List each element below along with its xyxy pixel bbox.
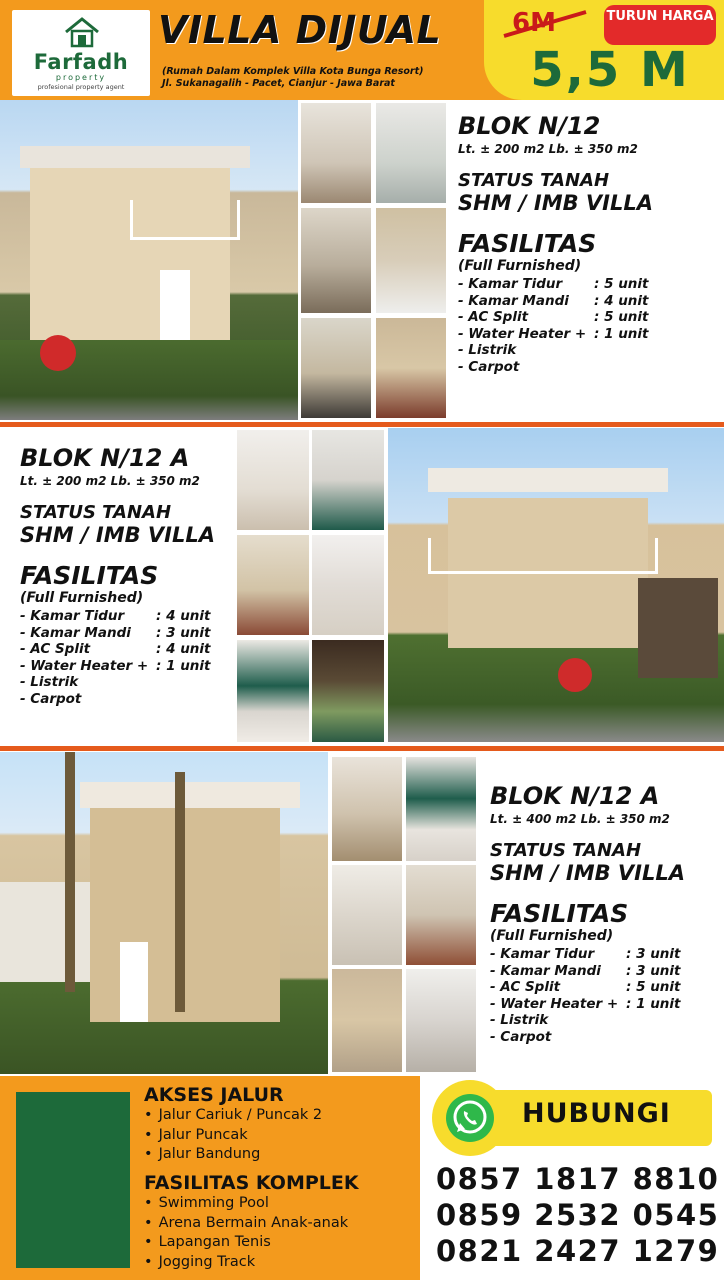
furnished-note: (Full Furnished)	[20, 590, 144, 606]
facility-item: - Kamar Tidur : 3 unit	[490, 946, 681, 962]
facility-item: - Water Heater + : 1 unit	[20, 657, 211, 674]
list-item: • Jalur Puncak	[144, 1126, 414, 1146]
status-label: STATUS TANAH	[458, 170, 610, 191]
interior-photo-2b	[312, 430, 384, 530]
land-building-size: Lt. ± 200 m2 Lb. ± 350 m2	[458, 142, 638, 156]
facility-list	[458, 276, 720, 375]
furnished-note: (Full Furnished)	[458, 258, 582, 274]
facilities-title: FASILITAS	[20, 561, 159, 590]
interior-photo-3b	[406, 757, 476, 861]
listing-info-3	[490, 782, 720, 1045]
interior-photo-2c	[237, 535, 309, 635]
facility-item: - Carpot	[20, 690, 82, 707]
access-section	[144, 1084, 414, 1165]
facilities-title: FASILITAS	[490, 899, 629, 928]
status-label: STATUS TANAH	[490, 840, 642, 861]
furnished-note: (Full Furnished)	[490, 928, 614, 944]
strike-through-mark	[500, 4, 590, 44]
facility-item: - Kamar Tidur : 4 unit	[20, 608, 211, 624]
land-building-size: Lt. ± 400 m2 Lb. ± 350 m2	[490, 812, 670, 826]
facility-item: - Carpot	[458, 358, 520, 375]
listing-info-2	[20, 444, 235, 707]
footer-green-block	[16, 1092, 130, 1268]
logo-tagline: profesional property agent	[37, 83, 125, 91]
facility-item: - Listrik	[458, 342, 517, 358]
facility-item: - AC Split : 4 unit	[20, 641, 211, 657]
list-item: • Jogging Track	[144, 1253, 416, 1273]
interior-photo-3f	[406, 969, 476, 1072]
facility-item: - AC Split : 5 unit	[458, 309, 649, 325]
house-logo-icon	[64, 16, 100, 48]
access-list	[144, 1106, 414, 1165]
phone-number-2[interactable]: 0859 2532 0545	[436, 1198, 720, 1232]
interior-photo-1b	[376, 103, 446, 203]
complex-facilities-title: FASILITAS KOMPLEK	[144, 1172, 359, 1194]
section-divider	[0, 746, 724, 751]
interior-photo-1d	[376, 208, 446, 313]
old-price: 6M	[512, 8, 556, 38]
villa-photo-main-3	[0, 752, 328, 1074]
interior-photo-1c	[301, 208, 371, 313]
location-text	[162, 66, 482, 90]
blok-title: BLOK N/12 A	[20, 444, 190, 472]
facility-list	[490, 946, 720, 1045]
list-item: • Swimming Pool	[144, 1194, 416, 1214]
company-logo	[12, 10, 150, 96]
facility-item: - AC Split : 5 unit	[490, 979, 681, 995]
complex-facilities-section	[144, 1172, 416, 1272]
villa-photo-main-2	[388, 428, 724, 742]
contact-label[interactable]: HUBUNGI	[522, 1098, 671, 1129]
facilities-title: FASILITAS	[458, 229, 597, 258]
facility-item: - Kamar Mandi : 4 unit	[458, 292, 649, 309]
new-price: 5,5 M	[530, 42, 690, 98]
facility-item: - Water Heater + : 1 unit	[458, 325, 649, 342]
facility-item: - Listrik	[20, 674, 79, 690]
section-divider	[0, 422, 724, 427]
interior-photo-3c	[332, 865, 402, 965]
interior-photo-1a	[301, 103, 371, 203]
list-item: • Jalur Cariuk / Puncak 2	[144, 1106, 414, 1126]
interior-photo-3a	[332, 757, 402, 861]
access-title: AKSES JALUR	[144, 1084, 284, 1106]
phone-number-1[interactable]: 0857 1817 8810	[436, 1162, 720, 1196]
facility-item: - Water Heater + : 1 unit	[490, 995, 681, 1012]
list-item: • Arena Bermain Anak-anak	[144, 1214, 416, 1234]
status-value: SHM / IMB VILLA	[490, 861, 685, 885]
facility-list	[20, 608, 235, 707]
blok-title: BLOK N/12 A	[490, 782, 660, 810]
facility-item: - Kamar Tidur : 5 unit	[458, 276, 649, 292]
logo-sub: property	[55, 73, 107, 82]
page-title: VILLA DIJUAL	[158, 8, 442, 52]
price-drop-badge: TURUN HARGA	[604, 5, 716, 45]
interior-photo-2d	[312, 535, 384, 635]
villa-photo-main-1	[0, 100, 298, 420]
facility-item: - Carpot	[490, 1028, 552, 1045]
interior-photo-2a	[237, 430, 309, 530]
status-value: SHM / IMB VILLA	[458, 191, 653, 215]
location-line-2: Jl. Sukanagalih - Pacet, Cianjur - Jawa Barat	[162, 78, 395, 89]
facility-item: - Kamar Mandi : 3 unit	[490, 962, 681, 979]
interior-photo-2f	[312, 640, 384, 742]
whatsapp-icon[interactable]	[444, 1092, 496, 1144]
interior-photo-3d	[406, 865, 476, 965]
interior-photo-3e	[332, 969, 402, 1072]
complex-facilities-list	[144, 1194, 416, 1272]
facility-item: - Kamar Mandi : 3 unit	[20, 624, 211, 641]
interior-photo-2e	[237, 640, 309, 742]
interior-photo-1f	[376, 318, 446, 418]
phone-number-3[interactable]: 0821 2427 1279	[436, 1234, 720, 1268]
land-building-size: Lt. ± 200 m2 Lb. ± 350 m2	[20, 474, 200, 488]
logo-name: Farfadh	[33, 50, 129, 74]
listing-info-1	[458, 112, 720, 375]
status-label: STATUS TANAH	[20, 502, 172, 523]
facility-item: - Listrik	[490, 1012, 549, 1028]
interior-photo-1e	[301, 318, 371, 418]
blok-title: BLOK N/12	[458, 112, 601, 140]
list-item: • Lapangan Tenis	[144, 1233, 416, 1253]
status-value: SHM / IMB VILLA	[20, 523, 215, 547]
location-line-1: (Rumah Dalam Komplek Villa Kota Bunga Resort)	[162, 66, 424, 77]
list-item: • Jalur Bandung	[144, 1145, 414, 1165]
